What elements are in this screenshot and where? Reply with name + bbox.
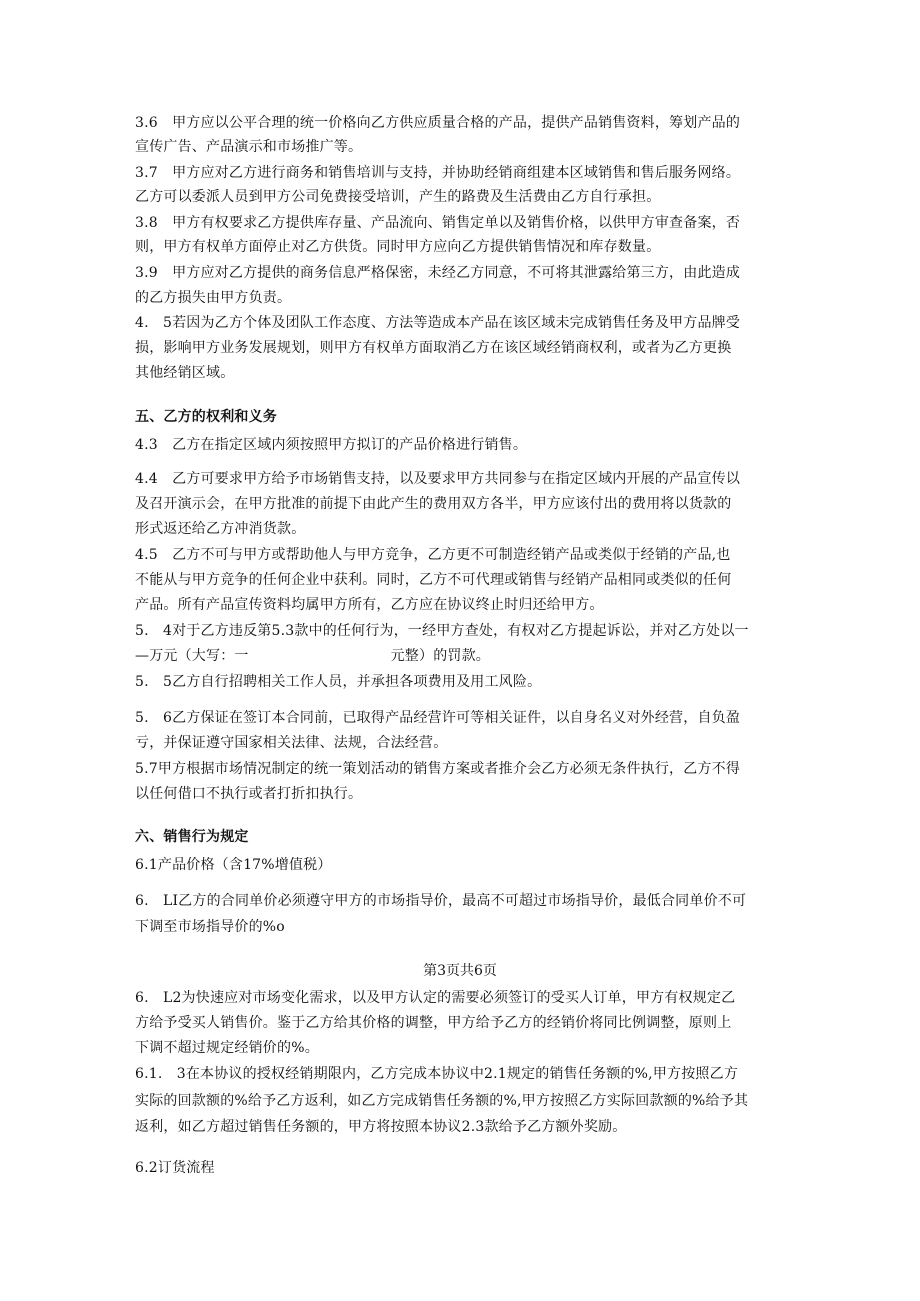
clause-3-7-line-1: 3.7 甲方应对乙方进行商务和销售培训与支持，并协助经销商组建本区域销售和售后服务网络。 [135, 165, 741, 181]
clause-4-4-line-3: 形式返还给乙方冲消货款。 [135, 521, 306, 537]
clause-4-5b-line-2: 不能从与甲方竞争的任何企业中获利。同时，乙方不可代理或销售与经销产品相同或类似的任何 [135, 572, 732, 588]
clause-4-5-line-1: 4. 5若因为乙方个体及团队工作态度、方法等造成本产品在该区域未完成销售任务及甲方品牌受 [135, 315, 741, 331]
clause-6-2-heading: 6.2订货流程 [135, 1160, 215, 1176]
clause-4-4-line-1: 4.4 乙方可要求甲方给予市场销售支持，以及要求甲方共同参与在指定区域内开展的产品宣传以 [135, 471, 741, 487]
clause-6-1-3-line-1: 6.1. 3在本协议的授权经销期限内，乙方完成本协议中2.1规定的销售任务额的%,甲方按照乙方 [135, 1066, 739, 1082]
clause-3-6-line-1: 3.6 甲方应以公平合理的统一价格向乙方供应质量合格的产品，提供产品销售资料，筹划产品的 [135, 115, 741, 131]
page-footer: 第3页共6页 [423, 963, 497, 979]
clause-3-6-line-2: 宣传广告、产品演示和市场推广等。 [135, 139, 363, 155]
clause-5-7-line-2: 以任何借口不执行或者打折扣执行。 [135, 786, 363, 802]
clause-3-9-line-1: 3.9 甲方应对乙方提供的商务信息严格保密，未经乙方同意，不可将其泄露给第三方，由此造成 [135, 265, 741, 281]
clause-3-7-line-2: 乙方可以委派人员到甲方公司免费接受培训，产生的路费及生活费由乙方自行承担。 [135, 189, 661, 205]
clause-4-3-line-1: 4.3 乙方在指定区域内须按照甲方拟订的产品价格进行销售。 [135, 437, 528, 453]
clause-4-4-line-2: 及召开演示会，在甲方批准的前提下由此产生的费用双方各半，甲方应该付出的费用将以货款的 [135, 496, 732, 512]
clause-6-1-2-line-3: 下调不超过规定经销价的%。 [135, 1040, 319, 1056]
clause-5-4-line-1: 5. 4对于乙方违反第5.3款中的任何行为，一经甲方查处，有权对乙方提起诉讼，并对乙方处以一 [135, 623, 749, 639]
clause-6-1-2-line-2: 方给予受买人销售价。鉴于乙方给其价格的调整，甲方给予乙方的经销价将同比例调整，原则上 [135, 1015, 732, 1031]
section-heading-sales-rules: 六、销售行为规定 [135, 829, 249, 845]
clause-5-6-line-1: 5. 6乙方保证在签订本合同前，已取得产品经营许可等相关证件，以自身名义对外经营，自负盈 [135, 710, 741, 726]
clause-6-1-1-line-2: 下调至市场指导价的%o [135, 919, 285, 935]
clause-6-1-line-1: 6.1产品价格（含17%增值税） [135, 857, 332, 873]
clause-4-5-line-3: 其他经销区域。 [135, 365, 235, 381]
clause-5-6-line-2: 亏，并保证遵守国家相关法律、法规，合法经营。 [135, 735, 448, 751]
clause-4-5b-line-1: 4.5 乙方不可与甲方或帮助他人与甲方竞争，乙方更不可制造经销产品或类似于经销的产品,也 [135, 547, 731, 563]
clause-4-5b-line-3: 产品。所有产品宣传资料均属甲方所有，乙方应在协议终止时归还给甲方。 [135, 597, 604, 613]
clause-3-8-line-1: 3.8 甲方有权要求乙方提供库存量、产品流向、销售定单以及销售价格，以供甲方审查备案，否 [135, 215, 741, 231]
section-heading-party-b-rights: 五、乙方的权利和义务 [135, 409, 277, 425]
clause-6-1-3-line-3: 返利，如乙方超过销售任务额的，甲方将按照本协议2.3款给予乙方额外奖励。 [135, 1119, 627, 1135]
clause-3-8-line-2: 则，甲方有权单方面停止对乙方供货。同时甲方应向乙方提供销售情况和库存数量。 [135, 239, 661, 255]
clause-3-9-line-2: 的乙方损失由甲方负责。 [135, 290, 292, 306]
clause-5-4-line-2: —万元（大写：一 元整）的罚款。 [135, 648, 490, 664]
clause-5-7-line-1: 5.7甲方根据市场情况制定的统一策划活动的销售方案或者推介会乙方必须无条件执行，乙方不得 [135, 761, 741, 777]
clause-4-5-line-2: 损，影响甲方业务发展规划，则甲方有权单方面取消乙方在该区域经销商权利，或者为乙方更换 [135, 340, 732, 356]
clause-6-1-1-line-1: 6. LI乙方的合同单价必须遵守甲方的市场指导价，最高不可超过市场指导价，最低合同单价不可 [135, 893, 747, 909]
clause-6-1-3-line-2: 实际的回款额的%给予乙方返利，如乙方完成销售任务额的%,甲方按照乙方实际回款额的%给予其 [135, 1093, 749, 1109]
clause-6-1-2-line-1: 6. L2为快速应对市场变化需求，以及甲方认定的需要必须签订的受买人订单，甲方有权规定乙 [135, 990, 736, 1006]
clause-5-5-line-1: 5. 5乙方自行招聘相关工作人员，并承担各项费用及用工风险。 [135, 674, 542, 690]
